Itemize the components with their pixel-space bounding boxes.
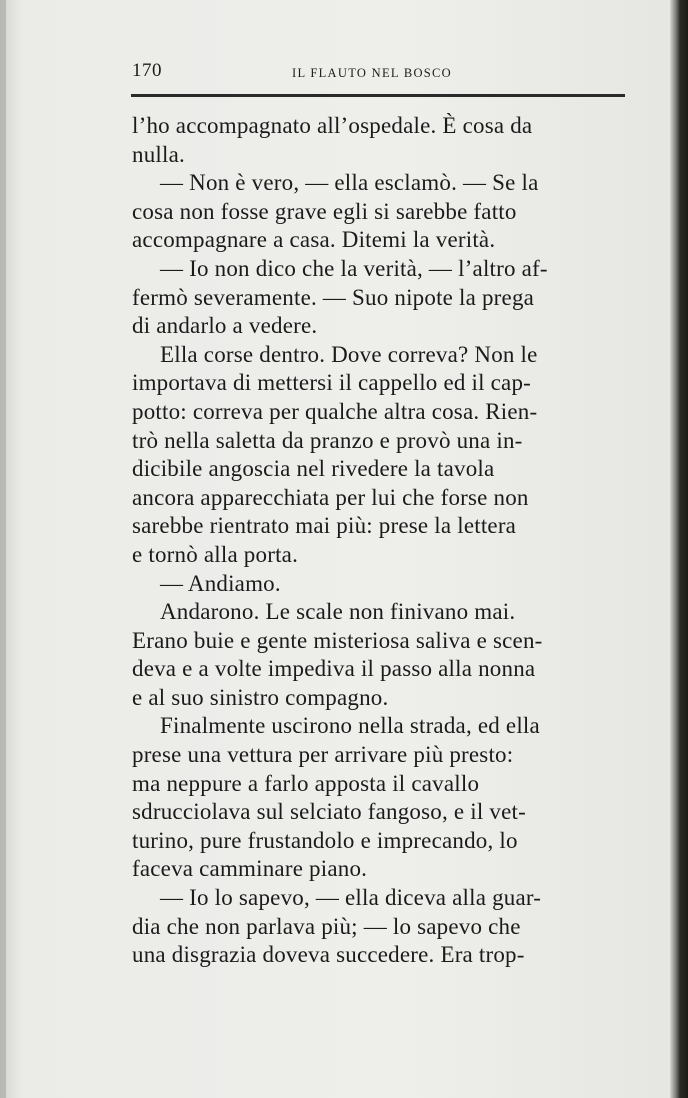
text-line: — Io non dico che la verità, — l’altro af-: [160, 255, 548, 281]
text-line: cosa non fosse grave egli si sarebbe fatto: [132, 198, 517, 224]
text-line: e al suo sinistro compagno.: [132, 684, 389, 710]
text-line: importava di mettersi il cappello ed il cap-: [132, 370, 532, 396]
text-line: — Non è vero, — ella esclamò. — Se la: [160, 170, 539, 196]
text-line: potto: correva per qualche altra cosa. Rien-: [132, 398, 538, 424]
text-line: faceva camminare piano.: [132, 856, 368, 882]
text-line: — Andiamo.: [160, 570, 281, 596]
text-line: Finalmente uscirono nella strada, ed ella: [160, 713, 540, 739]
page-binding-edge: [0, 0, 6, 1098]
text-line: l’ho accompagnato all’ospedale. È cosa da: [132, 113, 533, 138]
text-line: turino, pure frustandolo e imprecando, lo: [132, 827, 518, 853]
text-line: deva e a volte impediva il passo alla nonna: [132, 656, 536, 682]
text-line: prese una vettura per arrivare più presto:: [132, 742, 514, 768]
text-line: — Io lo sapevo, — ella diceva alla guar-: [160, 885, 542, 911]
text-line: sarebbe rientrato mai più: prese la lettera: [132, 513, 517, 539]
running-title: IL FLAUTO NEL BOSCO: [292, 66, 453, 80]
text-line: Erano buie e gente misteriosa saliva e scen-: [132, 627, 543, 653]
text-line: dicibile angoscia nel rivedere la tavola: [132, 456, 495, 482]
body-text: [132, 112, 628, 970]
text-line: Andarono. Le scale non finivano mai.: [160, 599, 516, 625]
running-head: [132, 58, 628, 88]
text-line: sdrucciolava sul selciato fangoso, e il vet-: [132, 799, 526, 825]
text-line: trò nella saletta da pranzo e provò una in-: [132, 427, 523, 453]
text-line: una disgrazia doveva succedere. Era trop-: [132, 942, 525, 968]
text-line: dia che non parlava più; — lo sapevo che: [132, 913, 521, 939]
text-line: nulla.: [132, 141, 185, 167]
text-line: fermò severamente. — Suo nipote la prega: [132, 284, 535, 310]
text-line: ancora apparecchiata per lui che forse non: [132, 484, 529, 510]
text-line: di andarlo a vedere.: [132, 313, 318, 339]
page-number: 170: [132, 60, 162, 81]
text-line: accompagnare a casa. Ditemi la verità.: [132, 227, 496, 253]
text-line: ma neppure a farlo apposta il cavallo: [132, 770, 480, 796]
text-line: e tornò alla porta.: [132, 541, 299, 567]
header-rule: [131, 94, 625, 97]
page-shadow-edge: [670, 0, 688, 1098]
text-line: Ella corse dentro. Dove correva? Non le: [160, 341, 538, 367]
